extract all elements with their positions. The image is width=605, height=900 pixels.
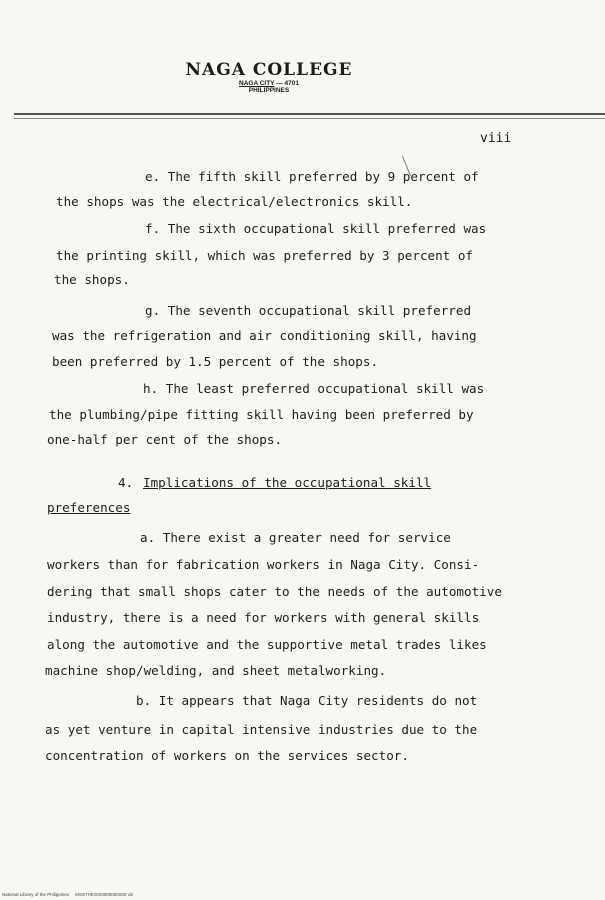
body-line: h. The least preferred occupational skill was xyxy=(143,381,485,396)
body-line: workers than for fabrication workers in Naga City. Consi- xyxy=(47,557,480,572)
body-line: concentration of workers on the services sector. xyxy=(45,748,409,763)
body-line: b. It appears that Naga City residents do not xyxy=(136,693,478,708)
address-city: NAGA CITY xyxy=(239,80,275,87)
body-line: the shops was the electrical/electronics skill. xyxy=(56,194,413,209)
body-line: machine shop/welding, and sheet metalworking. xyxy=(45,663,387,678)
body-line: along the automotive and the supportive metal trades likes xyxy=(47,637,487,652)
body-line: the shops. xyxy=(54,272,130,287)
body-line: been preferred by 1.5 percent of the shops. xyxy=(52,354,379,369)
body-line: industry, there is a need for workers with general skills xyxy=(47,610,480,625)
section-heading-cont: preferences xyxy=(47,500,131,515)
address-country: PHILIPPINES xyxy=(248,87,290,94)
body-line: the plumbing/pipe fitting skill having been preferred by xyxy=(49,407,474,422)
body-line: a. There exist a greater need for service xyxy=(140,530,451,545)
section-number: 4. xyxy=(118,475,134,490)
address-zip: — 4701 xyxy=(276,80,299,87)
body-line: the printing skill, which was preferred by 3 percent of xyxy=(56,248,474,263)
header-rule-thin xyxy=(14,118,605,119)
header-rule xyxy=(14,113,605,115)
college-address xyxy=(0,80,538,94)
section-heading: Implications of the occupational skill xyxy=(143,475,432,490)
body-line: one-half per cent of the shops. xyxy=(47,432,283,447)
body-line: e. The fifth skill preferred by 9 percent of xyxy=(145,169,479,184)
body-line: dering that small shops cater to the needs of the automotive xyxy=(47,584,502,599)
college-name: NAGA COLLEGE xyxy=(185,60,353,80)
body-line: g. The seventh occupational skill preferred xyxy=(145,303,472,318)
archive-footer: National Library of the Philippines MSSTHESIS0000000000 viii xyxy=(2,892,133,897)
body-line: f. The sixth occupational skill preferred was xyxy=(145,221,487,236)
body-line: as yet venture in capital intensive industries due to the xyxy=(45,722,478,737)
body-line: was the refrigeration and air conditioning skill, having xyxy=(52,328,477,343)
page-number: viii xyxy=(480,131,512,146)
